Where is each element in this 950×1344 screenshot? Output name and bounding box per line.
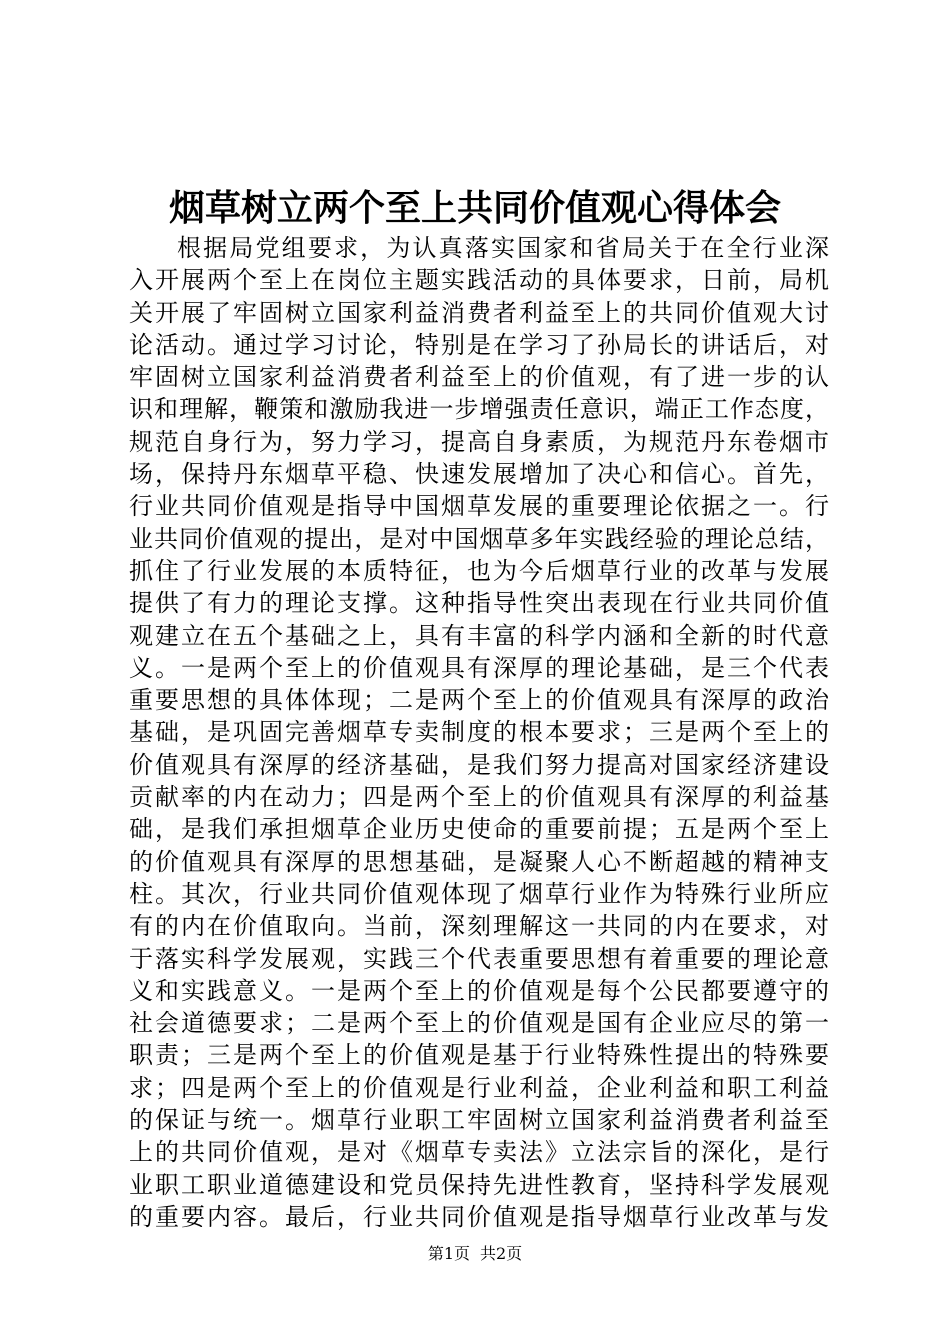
paragraph-line: 入开展两个至上在岗位主题实践活动的具体要求，日前，局机	[129, 266, 829, 295]
page-number-total: 共2页	[480, 1244, 523, 1263]
paragraph-line: 求；四是两个至上的价值观是行业利益，企业利益和职工利益	[129, 1073, 829, 1102]
page-number-current: 第1页	[427, 1244, 470, 1263]
paragraph-line: 识和理解，鞭策和激励我进一步增强责任意识，端正工作态度，	[129, 395, 829, 424]
paragraph-line: 基础，是巩固完善烟草专卖制度的根本要求；三是两个至上的	[129, 718, 829, 747]
paragraph-line: 义。一是两个至上的价值观具有深厚的理论基础，是三个代表	[129, 653, 829, 682]
paragraph-line: 规范自身行为，努力学习，提高自身素质，为规范丹东卷烟市	[129, 427, 829, 456]
paragraph-line: 论活动。通过学习讨论，特别是在学习了孙局长的讲话后，对	[129, 330, 829, 359]
paragraph-line: 义和实践意义。一是两个至上的价值观是每个公民都要遵守的	[129, 976, 829, 1005]
paragraph-line: 于落实科学发展观，实践三个代表重要思想有着重要的理论意	[129, 944, 829, 973]
paragraph-line: 提供了有力的理论支撑。这种指导性突出表现在行业共同价值	[129, 589, 829, 618]
paragraph-line: 场，保持丹东烟草平稳、快速发展增加了决心和信心。首先，	[129, 460, 829, 489]
paragraph-line: 价值观具有深厚的经济基础，是我们努力提高对国家经济建设	[129, 750, 829, 779]
paragraph-line: 关开展了牢固树立国家利益消费者利益至上的共同价值观大讨	[129, 298, 829, 327]
paragraph-line: 重要思想的具体体现；二是两个至上的价值观具有深厚的政治	[129, 686, 829, 715]
paragraph-line: 的重要内容。最后，行业共同价值观是指导烟草行业改革与发	[129, 1202, 829, 1231]
paragraph-line: 业共同价值观的提出，是对中国烟草多年实践经验的理论总结，	[129, 524, 829, 553]
paragraph-line: 础，是我们承担烟草企业历史使命的重要前提；五是两个至上	[129, 815, 829, 844]
paragraph-line: 牢固树立国家利益消费者利益至上的价值观，有了进一步的认	[129, 363, 829, 392]
paragraph-line: 柱。其次，行业共同价值观体现了烟草行业作为特殊行业所应	[129, 879, 829, 908]
paragraph-line: 的价值观具有深厚的思想基础，是凝聚人心不断超越的精神支	[129, 847, 829, 876]
paragraph-line: 抓住了行业发展的本质特征，也为今后烟草行业的改革与发展	[129, 556, 829, 585]
paragraph-line: 行业共同价值观是指导中国烟草发展的重要理论依据之一。行	[129, 492, 829, 521]
document-title: 烟草树立两个至上共同价值观心得体会	[168, 187, 781, 229]
paragraph-line: 根据局党组要求，为认真落实国家和省局关于在全行业深	[177, 234, 829, 262]
paragraph-line: 业职工职业道德建设和党员保持先进性教育，坚持科学发展观	[129, 1170, 829, 1199]
paragraph-line: 贡献率的内在动力；四是两个至上的价值观具有深厚的利益基	[129, 783, 829, 812]
paragraph-line: 上的共同价值观，是对《烟草专卖法》立法宗旨的深化，是行	[129, 1138, 829, 1167]
paragraph-line: 的保证与统一。烟草行业职工牢固树立国家利益消费者利益至	[129, 1106, 829, 1135]
page-footer	[0, 1243, 950, 1265]
document-body	[129, 232, 829, 1233]
paragraph-line: 职责；三是两个至上的价值观是基于行业特殊性提出的特殊要	[129, 1041, 829, 1070]
paragraph-line: 有的内在价值取向。当前，深刻理解这一共同的内在要求，对	[129, 912, 829, 941]
paragraph-line: 社会道德要求；二是两个至上的价值观是国有企业应尽的第一	[129, 1009, 829, 1038]
paragraph-line: 观建立在五个基础之上，具有丰富的科学内涵和全新的时代意	[129, 621, 829, 650]
